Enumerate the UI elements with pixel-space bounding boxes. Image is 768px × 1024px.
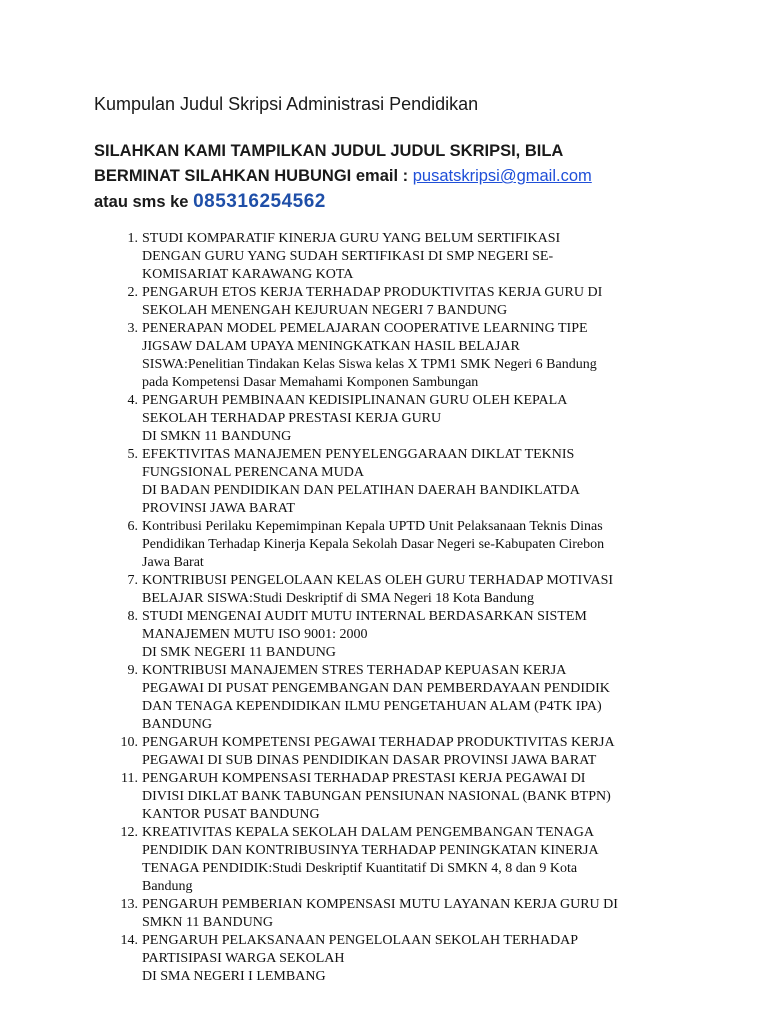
list-item [94, 932, 694, 986]
list-item-number: 14. [120, 933, 138, 948]
list-item-line: JIGSAW DALAM UPAYA MENINGKATKAN HASIL BELAJAR [142, 339, 520, 354]
list-item-line: Kontribusi Perilaku Kepemimpinan Kepala UPTD Unit Pelaksanaan Teknis Dinas [142, 519, 603, 534]
list-item-line: KOMISARIAT KARAWANG KOTA [142, 267, 354, 282]
list-item-number: 4. [127, 393, 138, 408]
list-item-line: PENGARUH PEMBERIAN KOMPENSASI MUTU LAYANAN KERJA GURU DI [142, 897, 618, 912]
list-item-line: DENGAN GURU YANG SUDAH SERTIFIKASI DI SMP NEGERI SE- [142, 249, 554, 264]
list-item-line: PENGARUH PEMBINAAN KEDISIPLINANAN GURU OLEH KEPALA [142, 393, 568, 408]
list-item [94, 284, 694, 320]
list-item-line: PENERAPAN MODEL PEMELAJARAN COOPERATIVE LEARNING TIPE [142, 321, 588, 336]
list-item [94, 320, 694, 392]
list-item-text [142, 572, 687, 608]
list-item-text [142, 230, 687, 284]
list-item-line: PEGAWAI DI SUB DINAS PENDIDIKAN DASAR PROVINSI JAWA BARAT [142, 753, 597, 768]
email-link[interactable]: pusatskripsi@gmail.com [412, 167, 592, 185]
list-item-number: 8. [127, 609, 138, 624]
list-item-line: DAN TENAGA KEPENDIDIKAN ILMU PENGETAHUAN ALAM (P4TK IPA) [142, 699, 602, 714]
list-item-number: 7. [127, 573, 138, 588]
list-item-line: EFEKTIVITAS MANAJEMEN PENYELENGGARAAN DIKLAT TEKNIS [142, 447, 575, 462]
list-item-text [142, 824, 687, 896]
list-item [94, 608, 694, 662]
list-item [94, 572, 694, 608]
list-item-line: PENGARUH ETOS KERJA TERHADAP PRODUKTIVITAS KERJA GURU DI [142, 285, 603, 300]
list-item-text [142, 446, 687, 518]
list-item [94, 734, 694, 770]
list-item-line: DIVISI DIKLAT BANK TABUNGAN PENSIUNAN NASIONAL (BANK BTPN) [142, 789, 611, 804]
list-item-line: KREATIVITAS KEPALA SEKOLAH DALAM PENGEMBANGAN TENAGA [142, 825, 594, 840]
list-item-text [142, 734, 687, 770]
list-item-line: KONTRIBUSI PENGELOLAAN KELAS OLEH GURU TERHADAP MOTIVASI [142, 573, 614, 588]
list-item-line: PENDIDIK DAN KONTRIBUSINYA TERHADAP PENINGKATAN KINERJA [142, 843, 599, 858]
list-item-line: BELAJAR SISWA:Studi Deskriptif di SMA Negeri 18 Kota Bandung [142, 591, 534, 606]
list-item [94, 770, 694, 824]
list-item [94, 392, 694, 446]
list-item-line: PENGARUH KOMPENSASI TERHADAP PRESTASI KERJA PEGAWAI DI [142, 771, 586, 786]
list-item-line: PENGARUH KOMPETENSI PEGAWAI TERHADAP PRODUKTIVITAS KERJA [142, 735, 615, 750]
list-item-line: PENGARUH PELAKSANAAN PENGELOLAAN SEKOLAH TERHADAP [142, 933, 579, 948]
list-item-line: KONTRIBUSI MANAJEMEN STRES TERHADAP KEPUASAN KERJA [142, 663, 567, 678]
list-item-text [142, 662, 687, 734]
list-item [94, 896, 694, 932]
list-item-text [142, 518, 687, 572]
promo-line-2 [94, 164, 734, 189]
list-item-text [142, 320, 687, 392]
list-item-line: pada Kompetensi Dasar Memahami Komponen Sambungan [142, 375, 479, 390]
list-item-line: STUDI KOMPARATIF KINERJA GURU YANG BELUM SERTIFIKASI [142, 231, 561, 246]
list-item-line: TENAGA PENDIDIK:Studi Deskriptif Kuantitatif Di SMKN 4, 8 dan 9 Kota [142, 861, 578, 876]
list-item-line: PROVINSI JAWA BARAT [142, 501, 295, 516]
list-item-line: SEKOLAH TERHADAP PRESTASI KERJA GURU [142, 411, 442, 426]
list-item-line: SEKOLAH MENENGAH KEJURUAN NEGERI 7 BANDUNG [142, 303, 508, 318]
list-item-line: BANDUNG [142, 717, 212, 732]
list-item-line: Jawa Barat [142, 555, 204, 570]
list-item-text [142, 608, 687, 662]
list-item-number: 12. [120, 825, 138, 840]
list-item-line: PEGAWAI DI PUSAT PENGEMBANGAN DAN PEMBERDAYAAN PENDIDIK [142, 681, 610, 696]
list-item-line: DI BADAN PENDIDIKAN DAN PELATIHAN DAERAH BANDIKLATDA [142, 483, 580, 498]
list-item-line: DI SMA NEGERI I LEMBANG [142, 969, 326, 984]
list-item-line: SISWA:Penelitian Tindakan Kelas Siswa kelas X TPM1 SMK Negeri 6 Bandung [142, 357, 597, 372]
promo-line-3 [94, 189, 734, 215]
list-item-number: 5. [127, 447, 138, 462]
list-item-number: 9. [127, 663, 138, 678]
list-item [94, 662, 694, 734]
page-title: Kumpulan Judul Skripsi Administrasi Pendidikan [94, 94, 479, 114]
list-item-line: KANTOR PUSAT BANDUNG [142, 807, 320, 822]
list-item-line: MANAJEMEN MUTU ISO 9001: 2000 [142, 627, 368, 642]
list-item [94, 230, 694, 284]
promo-line-1: SILAHKAN KAMI TAMPILKAN JUDUL JUDUL SKRIPSI, BILA [94, 142, 564, 160]
list-item [94, 824, 694, 896]
list-item-line: SMKN 11 BANDUNG [142, 915, 273, 930]
promo-line-3-prefix: atau sms ke [94, 193, 194, 211]
list-item-number: 2. [127, 285, 138, 300]
list-item-line: Pendidikan Terhadap Kinerja Kepala Sekolah Dasar Negeri se-Kabupaten Cirebon [142, 537, 605, 552]
list-item [94, 446, 694, 518]
list-item-line: FUNGSIONAL PERENCANA MUDA [142, 465, 364, 480]
list-item-line: DI SMKN 11 BANDUNG [142, 429, 292, 444]
list-item-number: 3. [127, 321, 138, 336]
list-item-number: 1. [127, 231, 138, 246]
list-item-number: 11. [121, 771, 138, 786]
promo-line-2-prefix: BERMINAT SILAHKAN HUBUNGI email : [94, 167, 413, 185]
phone-number: 085316254562 [193, 191, 326, 212]
list-item-text [142, 896, 687, 932]
list-item-line: DI SMK NEGERI 11 BANDUNG [142, 645, 336, 660]
list-item-text [142, 392, 687, 446]
list-item-number: 6. [127, 519, 138, 534]
list-item-line: STUDI MENGENAI AUDIT MUTU INTERNAL BERDASARKAN SISTEM [142, 609, 587, 624]
list-item-line: PARTISIPASI WARGA SEKOLAH [142, 951, 345, 966]
list-item-line: Bandung [142, 879, 193, 894]
list-item-text [142, 284, 687, 320]
thesis-title-list [94, 230, 694, 986]
list-item-text [142, 770, 687, 824]
list-item-number: 13. [120, 897, 138, 912]
list-item [94, 518, 694, 572]
list-item-number: 10. [120, 735, 138, 750]
contact-promo [94, 139, 734, 215]
list-item-text [142, 932, 687, 986]
